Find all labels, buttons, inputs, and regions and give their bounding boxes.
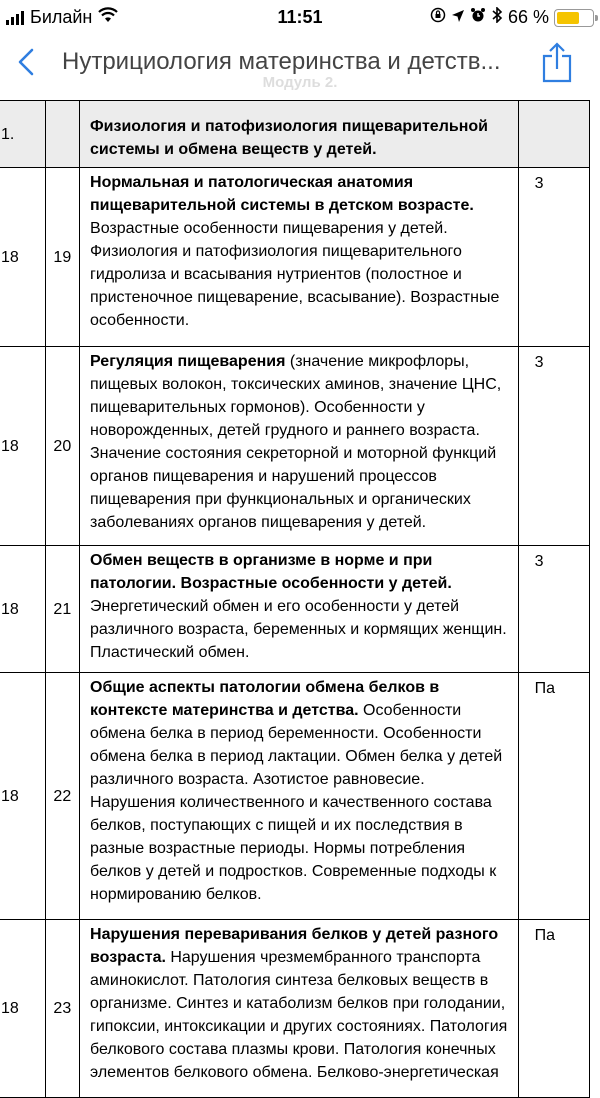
location-icon: [451, 7, 465, 28]
row-topic: Нарушения переваривания белков у детей разного возраста. Нарушения чрезмембранного транспорта аминокислот. Патология синтеза белковых веществ в организме. Синтез и катаболизм белков при голодании, гипоксии, интоксикации и других состояниях. Патология белкового состава плазмы крови. Патология конечных элементов белкового обмена. Белково-энергетическая: [80, 920, 519, 1098]
table-header-row: [0, 101, 590, 168]
status-bar: [0, 0, 600, 36]
carrier-name: Билайн: [30, 7, 93, 27]
clock: 11:51: [277, 7, 323, 27]
row-extra: 3: [518, 347, 589, 546]
row-code: 18: [1, 1000, 19, 1017]
row-extra: 3: [518, 168, 589, 347]
battery-percent: 66 %: [507, 7, 549, 27]
screen-lock-icon: [430, 7, 446, 28]
row-topic: Общие аспекты патологии обмена белков в контексте материнства и детства. Особенности обмена белка в период беременности. Особенности обмена белка в период лактации. Обмен белка у детей различного возраста. Азотистое равновесие. Нарушения количественного и качественного состава белков, поступающих с пищей и их последствия в разные возрастные периоды. Нормы потребления белков у детей и подростков. Современные подходы к нормированию белков.: [80, 673, 519, 920]
row-topic: Обмен веществ в организме в норме и при патологии. Возрастные особенности у детей. Энергетический обмен и его особенности у детей различного возраста, беременных и кормящих женщин. Пластический обмен.: [80, 546, 519, 673]
alarm-icon: [470, 7, 486, 28]
row-code: 18: [1, 248, 19, 266]
row-topic: Нормальная и патологическая анатомия пищеварительной системы в детском возрасте. Возрастные особенности пищеварения у детей. Физиология и патофизиология пищеварительного гидролиза и всасывания нутриентов (полостное и пристеночное пищеварение, всасывание). Возрастные особенности.: [80, 168, 519, 347]
row-code: 18: [1, 787, 19, 805]
table-row: [0, 673, 590, 920]
row-code: 18: [1, 600, 19, 618]
row-extra: 3: [518, 546, 589, 673]
bluetooth-icon: [491, 7, 503, 28]
table-row: [0, 168, 590, 347]
table-row: [0, 347, 590, 546]
header-extra-cell: [518, 101, 589, 168]
row-topic: Регуляция пищеварения (значение микрофлоры, пищевых волокон, токсических аминов, значение ЦНС, пищеварительных гормонов). Особенности у новорожденных, детей грудного и раннего возраста. Значение состояния секреторной и моторной функций органов пищеварения и нарушений процессов пищеварения при функциональных и органических заболеваниях органов пищеварения у детей.: [80, 347, 519, 546]
table-row: [0, 546, 590, 673]
table-row: [0, 920, 590, 1098]
row-number: 19: [45, 168, 79, 347]
row-number: 23: [45, 920, 79, 1098]
header-title-cell: Физиология и патофизиология пищеварительной системы и обмена веществ у детей.: [80, 101, 519, 168]
row-extra: Па: [518, 673, 589, 920]
module-label: Модуль 2.: [262, 74, 338, 91]
row-number: 20: [45, 347, 79, 546]
curriculum-table: [0, 100, 590, 1098]
row-number: 21: [45, 546, 79, 673]
header-code-cell: 1.: [0, 101, 45, 168]
row-code: 18: [1, 437, 19, 455]
header-num-cell: [45, 101, 79, 168]
document-title: Нутрициология материнства и детств...: [62, 48, 501, 75]
row-number: 22: [45, 673, 79, 920]
battery-icon: [554, 9, 594, 27]
row-extra: Па: [518, 920, 589, 1098]
